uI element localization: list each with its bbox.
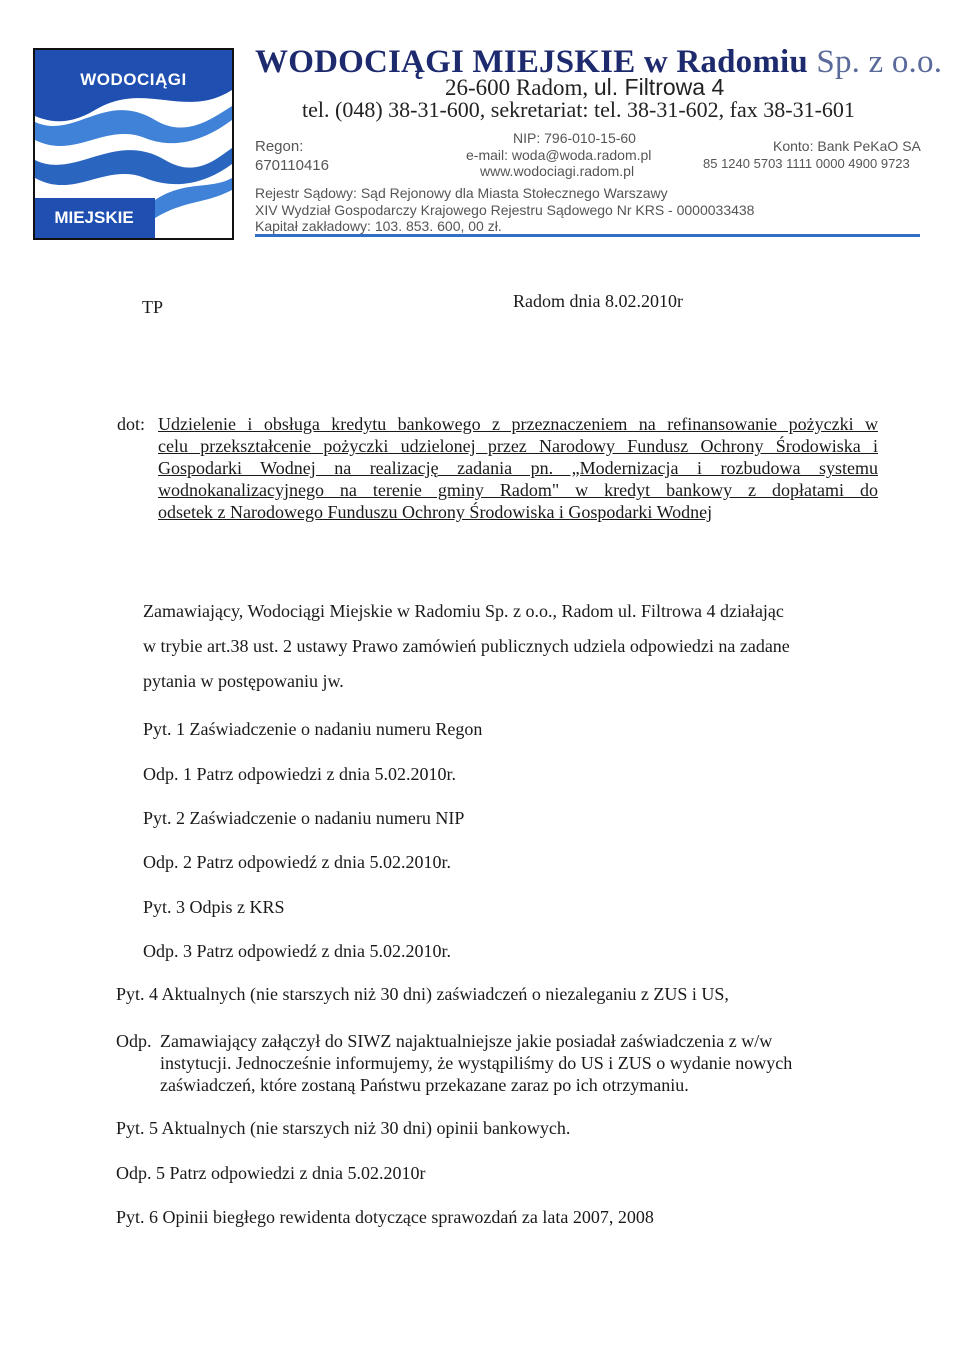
regon-label: Regon: (255, 138, 304, 155)
logo-bottom-text: MIEJSKIE (54, 208, 134, 227)
intro-paragraph (143, 594, 855, 699)
answer-1: Odp. 1 Patrz odpowiedzi z dnia 5.02.2010r. (143, 764, 456, 784)
answer-4-line: instytucji. Jednocześnie informujemy, że wystąpiliśmy do US i ZUS o wydanie nowych (160, 1053, 793, 1073)
answer-4-text (160, 1030, 860, 1096)
question-5: Pyt. 5 Aktualnych (nie starszych niż 30 dni) opinii bankowych. (116, 1118, 571, 1138)
question-1: Pyt. 1 Zaświadczenie o nadaniu numeru Regon (143, 719, 483, 739)
answer-4-line: zaświadczeń, które zostaną Państwu przekazane zaraz po ich otrzymaniu. (160, 1075, 689, 1095)
intro-line: Zamawiający, Wodociągi Miejskie w Radomiu Sp. z o.o., Radom ul. Filtrowa 4 działając (143, 601, 784, 621)
sender-sign: TP (142, 297, 164, 317)
question-3: Pyt. 3 Odpis z KRS (143, 897, 285, 917)
subject-line: Udzielenie i obsługa kredytu bankowego z przeznaczeniem na refinansowanie pożyczki w (158, 414, 878, 434)
address-city: 26-600 Radom, (445, 75, 589, 100)
court-registry: Rejestr Sądowy: Sąd Rejonowy dla Miasta Stołecznego Warszawy (255, 185, 668, 201)
letterhead-divider (255, 234, 920, 237)
share-capital: Kapitał zakładowy: 103. 853. 600, 00 zł. (255, 218, 502, 234)
bank-account-number: 85 1240 5703 1111 0000 4900 9723 (703, 156, 910, 171)
answer-5: Odp. 5 Patrz odpowiedzi z dnia 5.02.2010r (116, 1163, 426, 1183)
company-logo (33, 48, 234, 240)
answer-2: Odp. 2 Patrz odpowiedź z dnia 5.02.2010r. (143, 852, 451, 872)
krs-registry: XIV Wydział Gospodarczy Krajowego Rejestru Sądowego Nr KRS - 0000033438 (255, 202, 755, 218)
subject-line: wodnokanalizacyjnego na terenie gminy Radom" w kredyt bankowy z dopłatami do (158, 480, 878, 500)
letter-date: Radom dnia 8.02.2010r (513, 291, 683, 311)
subject-text (158, 413, 878, 523)
company-suffix: Sp. z o.o. (816, 44, 943, 80)
company-main-name: WODOCIĄGI MIEJSKIE w Radomiu (255, 44, 808, 80)
nip-number: NIP: 796-010-15-60 (513, 130, 636, 146)
subject-line: odsetek z Narodowego Funduszu Ochrony Środowiska i Gospodarki Wodnej (158, 502, 713, 522)
subject-line: Gospodarki Wodnej na realizację zadania pn. „Modernizacja i rozbudowa systemu (158, 458, 878, 478)
bank-account-label: Konto: Bank PeKaO SA (773, 138, 921, 154)
address-street: ul. Filtrowa 4 (593, 74, 725, 100)
intro-line: pytania w postępowaniu jw. (143, 671, 344, 691)
regon-value: 670110416 (255, 157, 329, 174)
answer-3: Odp. 3 Patrz odpowiedź z dnia 5.02.2010r. (143, 941, 451, 961)
answer-4-line: Zamawiający załączył do SIWZ najaktualniejsze jakie posiadał zaświadczenia z w/w (160, 1031, 773, 1051)
subject-label: dot: (117, 414, 146, 434)
company-phones: tel. (048) 38-31-600, sekretariat: tel. 38-31-602, fax 38-31-601 (302, 97, 855, 122)
question-4: Pyt. 4 Aktualnych (nie starszych niż 30 dni) zaświadczeń o niezaleganiu z ZUS i US, (116, 984, 729, 1004)
intro-line: w trybie art.38 ust. 2 ustawy Prawo zamówień publicznych udziela odpowiedzi na zadane (143, 636, 790, 656)
subject-line: celu przekształcenie pożyczki udzielonej przez Narodowy Fundusz Ochrony Środowiska i (158, 436, 878, 456)
email-address: e-mail: woda@woda.radom.pl (466, 147, 652, 163)
question-2: Pyt. 2 Zaświadczenie o nadaniu numeru NIP (143, 808, 465, 828)
question-6: Pyt. 6 Opinii biegłego rewidenta dotyczące sprawozdań za lata 2007, 2008 (116, 1207, 654, 1227)
website-address: www.wodociagi.radom.pl (480, 163, 635, 179)
answer-4-label: Odp. (116, 1031, 152, 1051)
logo-top-text: WODOCIĄGI (80, 70, 187, 89)
